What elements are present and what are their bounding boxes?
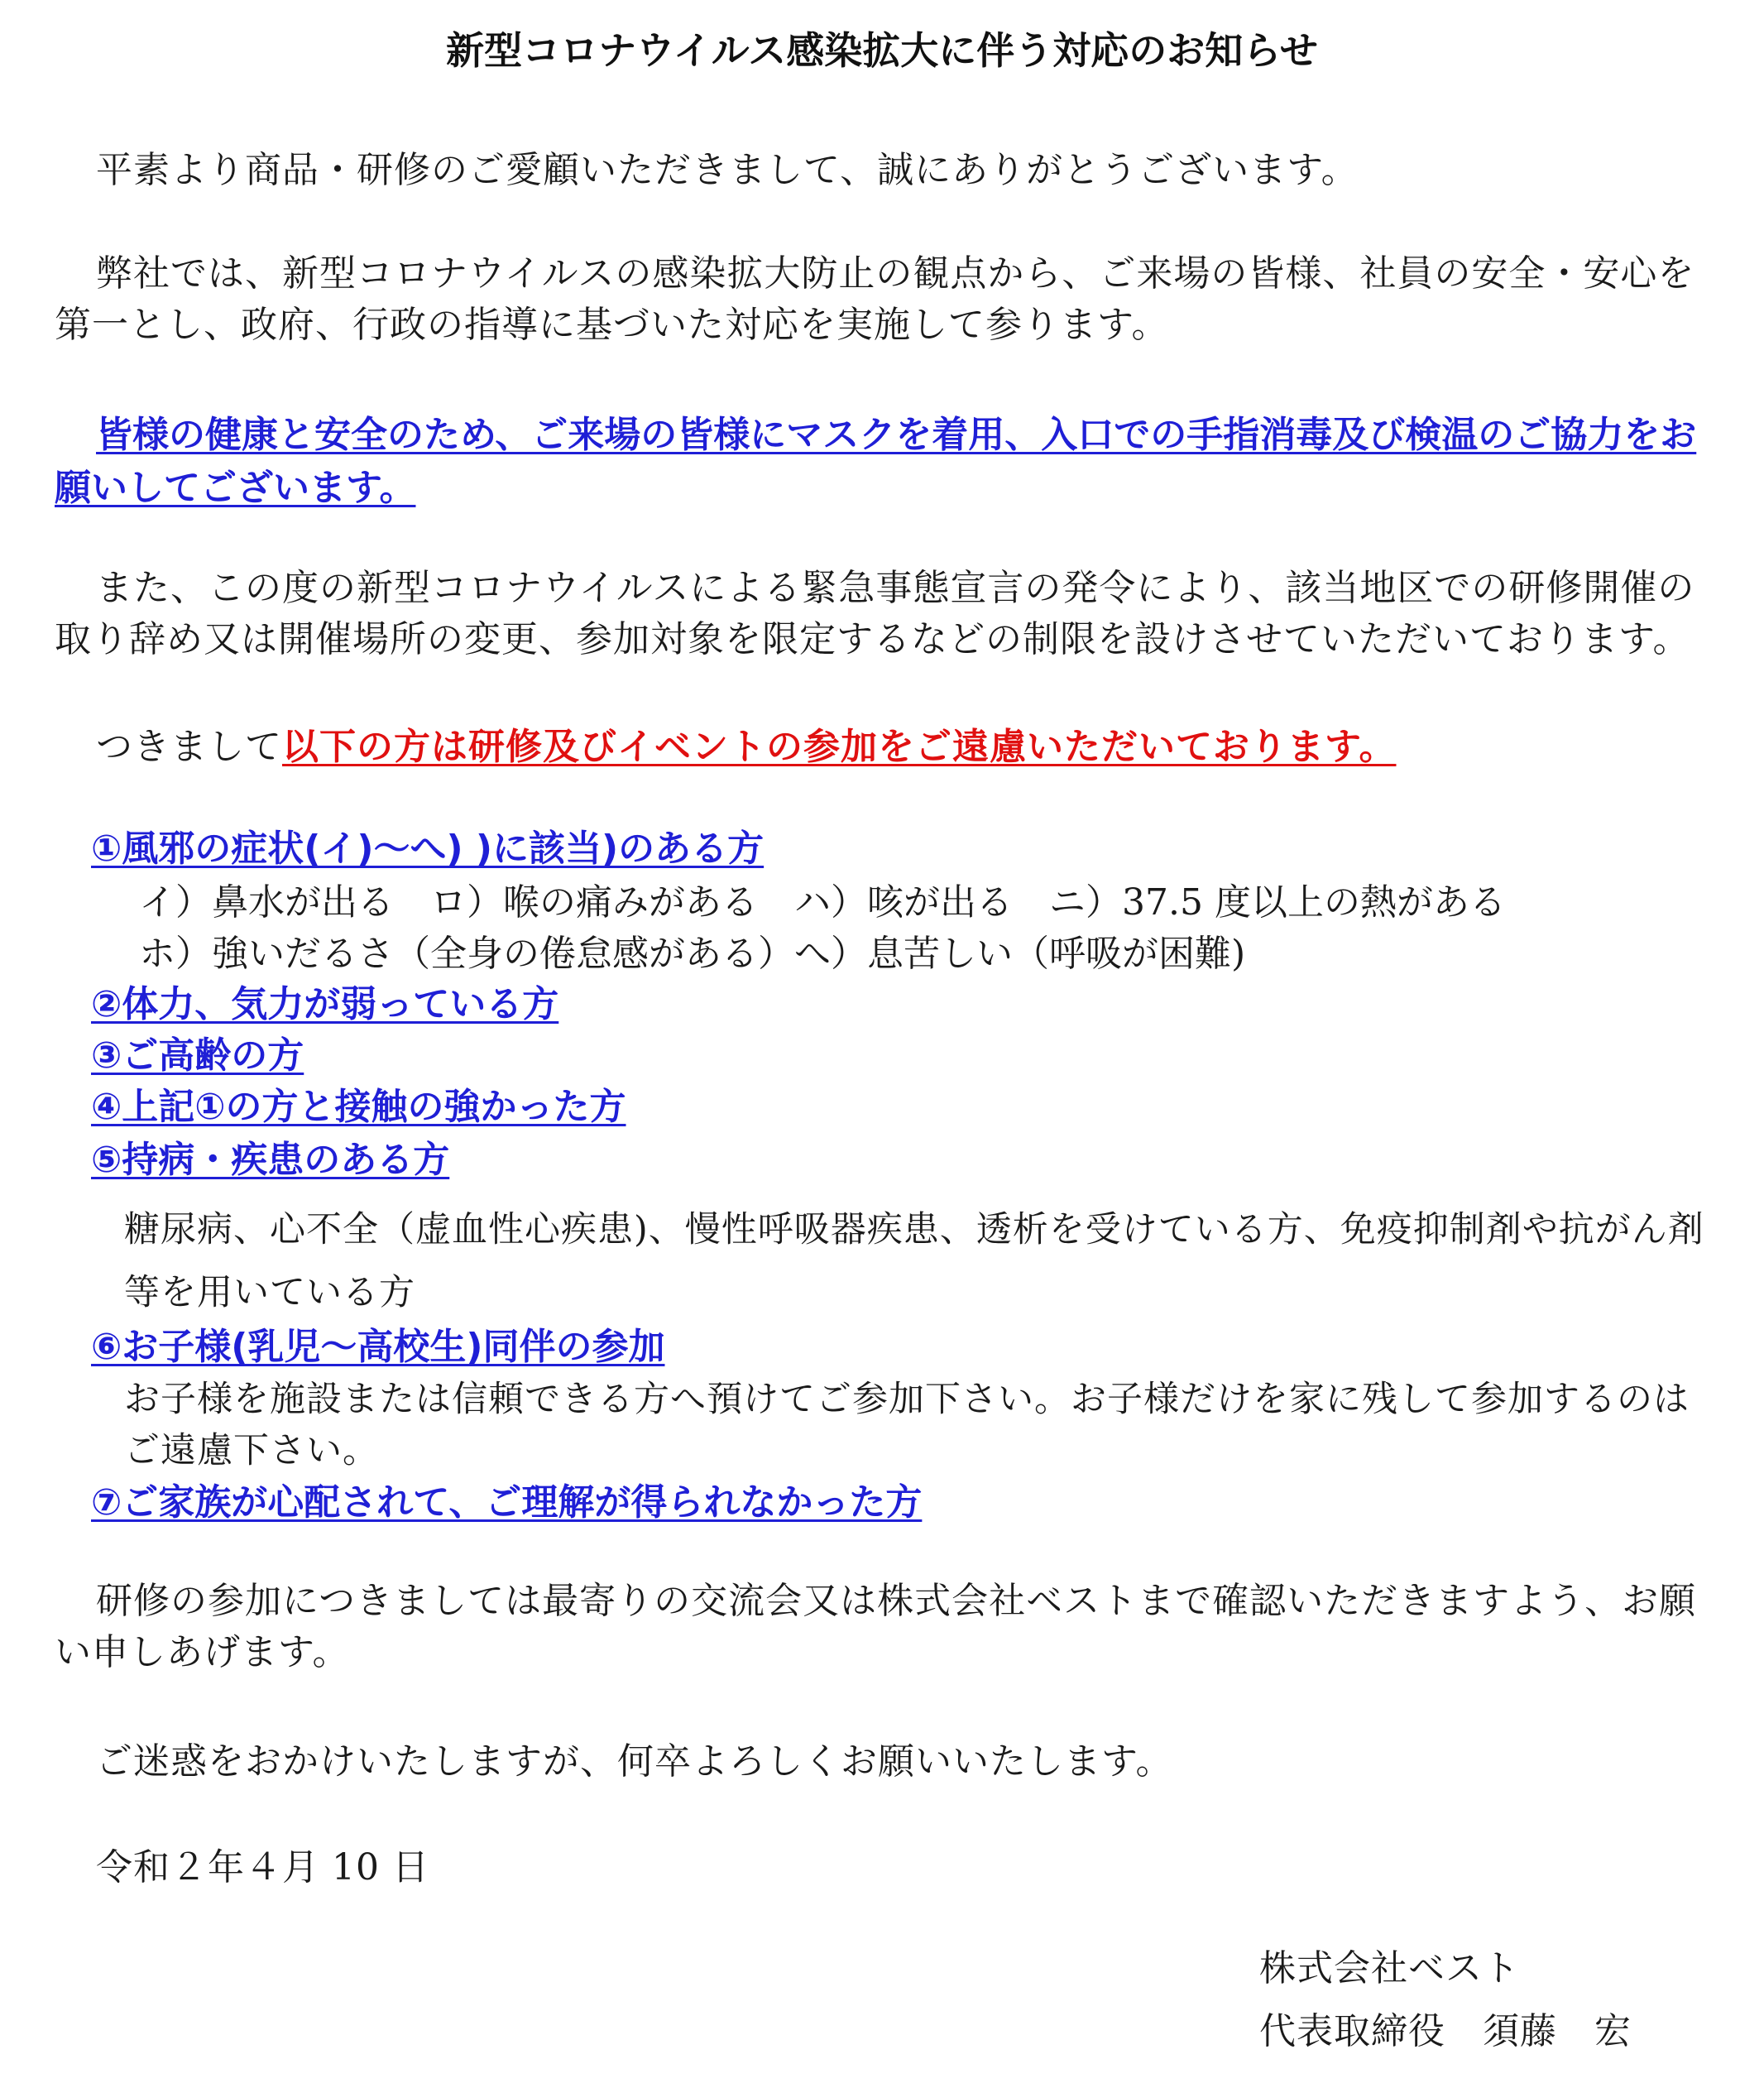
item-chronic-heading: ⑤持病・疾患のある方 xyxy=(91,1139,450,1181)
signatory: 代表取締役 須藤 宏 xyxy=(1259,2010,1632,2052)
item-cold-symptoms-heading: ①風邪の症状(イ)〜へ) )に該当)のある方 xyxy=(91,828,765,870)
apology-text: ご迷惑をおかけいたしますが、何卒よろしくお願いいたします。 xyxy=(96,1740,1173,1783)
item-elderly-heading: ③ご高齢の方 xyxy=(91,1034,304,1077)
notice-title: 新型コロナウイルス感染拡大に伴う対応のお知らせ xyxy=(446,28,1318,73)
item-family-heading: ⑦ご家族が心配されて、ご理解が得られなかった方 xyxy=(91,1481,923,1524)
greeting-paragraph xyxy=(55,145,1718,196)
company-name: 株式会社ベスト xyxy=(1259,1947,1520,1989)
participation-prefix: つきまして xyxy=(96,726,282,768)
confirm-paragraph xyxy=(55,1576,1718,1678)
apology-paragraph xyxy=(55,1736,1718,1788)
greeting-text: 平素より商品・研修のご愛顧いただきまして、誠にありがとうございます。 xyxy=(96,149,1359,191)
symptoms-line-2: ホ）強いだるさ（全身の倦怠感がある）へ）息苦しい（呼吸が困難) xyxy=(139,933,1246,975)
mask-request xyxy=(55,409,1718,515)
item-chronic-detail: 糖尿病、心不全（虚血性心疾患)、慢性呼吸器疾患、透析を受けている方、免疫抑制剤や抗がん剤等を用いている方 xyxy=(124,1209,1704,1313)
item-children-heading: ⑥お子様(乳児〜高校生)同伴の参加 xyxy=(91,1326,665,1368)
item-contact-heading: ④上記①の方と接触の強かった方 xyxy=(91,1086,626,1128)
symptoms-line-1: イ）鼻水が出る ロ）喉の痛みがある ハ）咳が出る ニ）37.5 度以上の熱がある xyxy=(139,881,1506,924)
notice-date: 令和２年４月 10 日 xyxy=(96,1846,429,1889)
restriction-text: また、この度の新型コロナウイルスによる緊急事態宣言の発令により、該当地区での研修開催の取り辞め又は開催場所の変更、参加対象を限定するなどの制限を設けさせていただいております。 xyxy=(55,567,1695,660)
participation-emphasis: 以下の方は研修及びイベントの参加をご遠慮いただいております。 xyxy=(282,726,1397,768)
restriction-paragraph xyxy=(55,563,1718,665)
mask-request-text: 皆様の健康と安全のため、ご来場の皆様にマスクを着用、入口での手指消毒及び検温のご協力をお願いしてございます。 xyxy=(55,414,1697,509)
confirm-text: 研修の参加につきましては最寄りの交流会又は株式会社ベストまで確認いただきますよう、お願い申しあげます。 xyxy=(55,1580,1697,1673)
policy-text: 弊社では、新型コロナウイルスの感染拡大防止の観点から、ご来場の皆様、社員の安全・安心を第一とし、政府、行政の指導に基づいた対応を実施して参ります。 xyxy=(55,252,1695,346)
participation-paragraph xyxy=(55,722,1718,773)
item-children-detail: お子様を施設または信頼できる方へ預けてご参加下さい。お子様だけを家に残して参加するのはご遠慮下さい。 xyxy=(124,1379,1690,1471)
policy-paragraph xyxy=(55,248,1718,351)
item-weak-heading: ②体力、気力が弱っている方 xyxy=(91,983,559,1025)
date-paragraph xyxy=(55,1842,1718,1893)
